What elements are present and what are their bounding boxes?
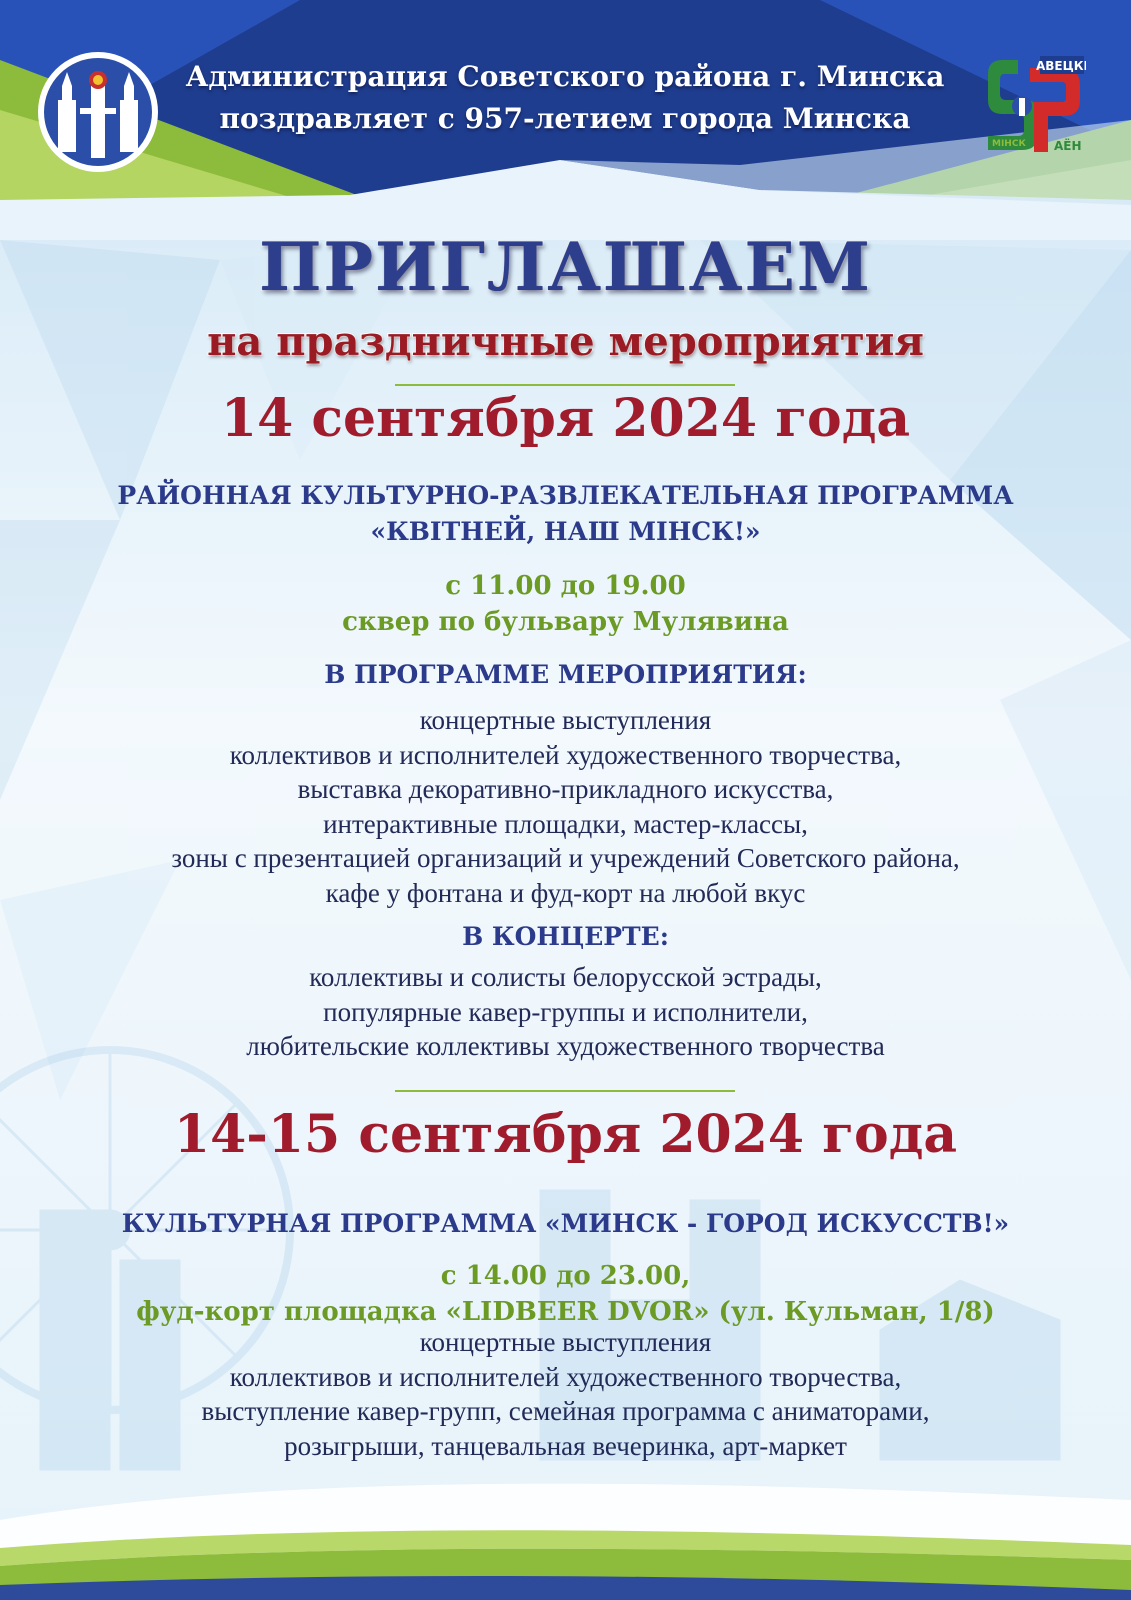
header-greeting [150,56,980,140]
event1-time: с 11.00 до 19.00 [445,571,686,601]
list-item: кафе у фонтана и фуд-корт на любой вкус [325,877,806,908]
logo-text-bottom-right: АЁН [1054,139,1082,153]
event2-date: 14-15 сентября 2024 года [173,1104,958,1165]
list-item: коллективов и исполнителей художественного творчества, [229,739,902,770]
divider-top [395,384,735,386]
event2-time: с 14.00 до 23.00, [440,1261,691,1291]
list-item: популярные кавер-группы и исполнители, [323,996,808,1027]
invite-title: ПРИГЛАШАЕМ [259,228,872,306]
header-line-1: Администрация Советского района г. Минска [185,60,945,93]
list-item: выступление кавер-групп, семейная программа с аниматорами, [201,1396,930,1426]
event1-place: сквер по бульвару Мулявина [342,607,789,637]
event1-program-line-1: РАЙОННАЯ КУЛЬТУРНО-РАЗВЛЕКАТЕЛЬНАЯ ПРОГРАММА [117,481,1014,510]
logo-text-top: АВЕЦКІ [1035,59,1086,73]
event1-concert-heading: В КОНЦЕРТЕ: [462,922,669,951]
event2-program-title: КУЛЬТУРНАЯ ПРОГРАММА «МИНСК - ГОРОД ИСКУССТВ!» [121,1209,1010,1238]
event1-program-heading: В ПРОГРАММЕ МЕРОПРИЯТИЯ: [324,660,807,689]
list-item: розыгрыши, танцевальная вечеринка, арт-маркет [284,1430,847,1461]
header-line-2: поздравляет с 957-летием города Минска [219,102,911,135]
list-item: любительские коллективы художественного творчества [246,1031,885,1061]
logo-text-bottom-left: МІНСК [992,139,1026,149]
list-item: концертные выступления [419,705,712,735]
event2-program-list [0,1325,1131,1463]
list-item: выставка декоративно-прикладного искусства, [297,774,834,804]
list-item: коллективов и исполнителей художественного творчества, [229,1361,902,1392]
event2-place: фуд-корт площадка «LIDBEER DVOR» (ул. Кульман, 1/8) [136,1297,995,1327]
event1-concert-list [0,960,1131,1064]
event1-program-line-2: «КВІТНЕЙ, НАШ МІНСК!» [370,517,761,546]
event2-time-place [0,1258,1131,1330]
divider-middle [395,1090,735,1092]
event1-program-title [0,478,1131,550]
list-item: концертные выступления [419,1327,712,1357]
event1-time-place [0,568,1131,640]
list-item: интерактивные площадки, мастер-классы, [323,808,808,839]
minsk-coat-of-arms-logo [36,50,160,174]
list-item: зоны с презентацией организаций и учреждений Советского района, [171,843,960,873]
invite-subtitle: на праздничные мероприятия [207,318,924,365]
event1-date: 14 сентября 2024 года [220,388,911,449]
sovetsky-district-logo [978,54,1086,158]
event1-program-list [0,703,1131,910]
list-item: коллективы и солисты белорусской эстрады, [309,962,822,992]
